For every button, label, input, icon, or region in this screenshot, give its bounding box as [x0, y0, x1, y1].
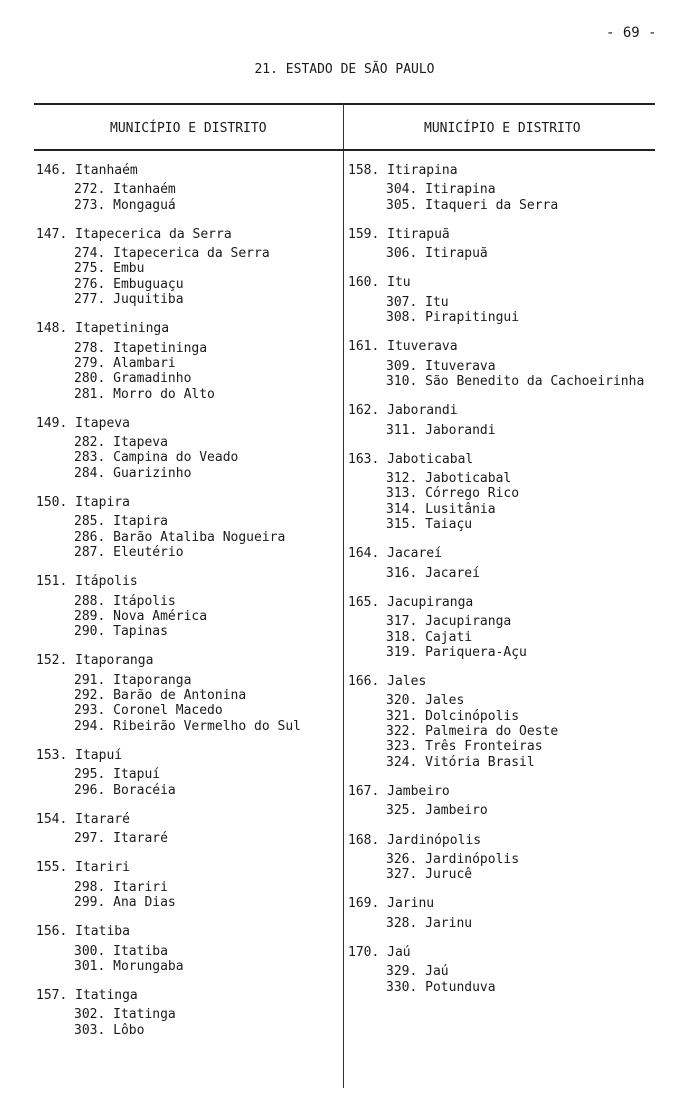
municipality-name: 169. Jarinu	[348, 896, 435, 912]
district-name: 318. Cajati	[386, 629, 473, 645]
district-name: 298. Itariri	[74, 879, 168, 895]
district-name: 283. Campina do Veado	[74, 450, 239, 466]
district-name: 324. Vitória Brasil	[386, 754, 535, 770]
district-list	[386, 246, 648, 261]
municipality-group	[348, 339, 648, 389]
district-name: 320. Jales	[386, 693, 465, 709]
district-name: 294. Ribeirão Vermelho do Sul	[74, 718, 301, 734]
district-name: 299. Ana Dias	[74, 894, 176, 910]
district-name: 310. São Benedito da Cachoeirinha	[386, 373, 645, 389]
municipality-group	[348, 896, 648, 931]
district-list	[386, 423, 648, 438]
district-name: 284. Guarizinho	[74, 465, 192, 481]
district-list	[74, 514, 336, 560]
district-name: 288. Itápolis	[74, 593, 176, 609]
district-list	[74, 435, 336, 481]
district-name: 304. Itirapina	[386, 182, 496, 198]
district-name: 307. Itu	[386, 294, 449, 310]
district-name: 319. Pariquera-Açu	[386, 644, 527, 660]
municipality-name: 159. Itirapuã	[348, 226, 450, 242]
column-divider	[343, 103, 344, 1088]
district-list	[74, 673, 336, 734]
district-name: 301. Morungaba	[74, 958, 184, 974]
district-name: 276. Embuguaçu	[74, 276, 184, 292]
municipality-group	[348, 452, 648, 532]
district-name: 275. Embu	[74, 261, 145, 277]
district-name: 292. Barão de Antonina	[74, 688, 247, 704]
district-name: 290. Tapinas	[74, 624, 168, 640]
district-name: 325. Jambeiro	[386, 803, 488, 819]
page-number: - 69 -	[606, 25, 657, 41]
district-name: 287. Eleutério	[74, 544, 184, 560]
district-list	[74, 246, 336, 307]
district-name: 289. Nova América	[74, 608, 208, 624]
district-list	[74, 341, 336, 402]
municipality-group	[36, 227, 336, 307]
district-name: 329. Jaú	[386, 964, 449, 980]
municipality-name: 160. Itu	[348, 275, 411, 291]
district-name: 330. Potunduva	[386, 979, 496, 995]
municipality-group	[36, 574, 336, 639]
district-name: 305. Itaqueri da Serra	[386, 197, 559, 213]
municipality-name: 148. Itapetininga	[36, 321, 170, 337]
district-name: 313. Córrego Rico	[386, 486, 520, 502]
district-list	[74, 767, 336, 798]
table-header-rule	[34, 149, 655, 151]
municipality-group	[348, 674, 648, 770]
municipality-group	[36, 812, 336, 847]
district-name: 317. Jacupiranga	[386, 614, 512, 630]
municipality-group	[348, 275, 648, 325]
district-list	[74, 831, 336, 846]
district-name: 328. Jarinu	[386, 915, 473, 931]
district-list	[386, 359, 648, 390]
district-name: 316. Jacareí	[386, 565, 480, 581]
district-name: 278. Itapetininga	[74, 340, 208, 356]
district-name: 286. Barão Ataliba Nogueira	[74, 529, 286, 545]
municipality-name: 164. Jacareí	[348, 546, 442, 562]
district-list	[386, 471, 648, 532]
district-name: 296. Boracéia	[74, 782, 176, 798]
district-name: 308. Pirapitingui	[386, 310, 520, 326]
page-title: 21. ESTADO DE SÃO PAULO	[254, 62, 435, 77]
right-column-header: MUNICÍPIO E DISTRITO	[424, 121, 581, 136]
municipality-name: 167. Jambeiro	[348, 783, 450, 799]
district-name: 327. Jurucê	[386, 867, 473, 883]
district-name: 297. Itararé	[74, 831, 168, 847]
municipality-name: 155. Itariri	[36, 860, 130, 876]
district-name: 302. Itatinga	[74, 1007, 176, 1023]
municipality-group	[36, 321, 336, 401]
district-name: 309. Ituverava	[386, 358, 496, 374]
district-name: 291. Itaporanga	[74, 672, 192, 688]
left-column	[36, 163, 336, 1052]
municipality-name: 146. Itanhaém	[36, 163, 138, 178]
district-name: 312. Jaboticabal	[386, 471, 512, 487]
municipality-group	[348, 546, 648, 581]
district-name: 303. Lôbo	[74, 1022, 145, 1038]
municipality-name: 151. Itápolis	[36, 574, 138, 590]
district-name: 315. Taiaçu	[386, 517, 473, 533]
district-name: 322. Palmeira do Oeste	[386, 724, 559, 740]
district-name: 306. Itirapuã	[386, 246, 488, 262]
district-name: 274. Itapecerica da Serra	[74, 246, 270, 262]
district-name: 311. Jaborandi	[386, 422, 496, 438]
district-list	[386, 182, 648, 213]
district-name: 295. Itapuí	[74, 767, 161, 783]
municipality-name: 166. Jales	[348, 674, 427, 690]
district-name: 281. Morro do Alto	[74, 386, 215, 402]
district-list	[386, 614, 648, 660]
district-list	[386, 566, 648, 581]
district-name: 285. Itapira	[74, 514, 168, 530]
district-list	[74, 182, 336, 213]
district-name: 314. Lusitânia	[386, 501, 496, 517]
municipality-group	[348, 163, 648, 213]
district-list	[74, 594, 336, 640]
municipality-name: 158. Itirapina	[348, 163, 458, 178]
district-list	[386, 803, 648, 818]
municipality-group	[348, 227, 648, 262]
municipality-name: 149. Itapeva	[36, 415, 130, 431]
district-list	[386, 852, 648, 883]
district-list	[74, 880, 336, 911]
district-name: 293. Coronel Macedo	[74, 703, 223, 719]
municipality-name: 170. Jaú	[348, 944, 411, 960]
district-list	[386, 916, 648, 931]
municipality-name: 168. Jardinópolis	[348, 832, 482, 848]
municipality-group	[36, 924, 336, 974]
municipality-name: 156. Itatiba	[36, 924, 130, 940]
district-name: 323. Três Fronteiras	[386, 739, 543, 755]
municipality-name: 163. Jaboticabal	[348, 451, 474, 467]
municipality-group	[348, 833, 648, 883]
municipality-group	[36, 495, 336, 560]
district-name: 300. Itatiba	[74, 943, 168, 959]
district-name: 272. Itanhaém	[74, 182, 176, 198]
district-name: 277. Juquitiba	[74, 292, 184, 308]
municipality-name: 150. Itapira	[36, 495, 130, 511]
municipality-name: 153. Itapuí	[36, 747, 123, 763]
district-list	[74, 944, 336, 975]
municipality-name: 161. Ituverava	[348, 339, 458, 355]
district-name: 279. Alambari	[74, 355, 176, 371]
municipality-group	[348, 595, 648, 660]
right-column	[348, 163, 648, 1009]
district-list	[386, 693, 648, 769]
municipality-name: 147. Itapecerica da Serra	[36, 226, 232, 242]
municipality-group	[348, 945, 648, 995]
municipality-group	[36, 163, 336, 213]
municipality-group	[36, 988, 336, 1038]
municipality-group	[36, 416, 336, 481]
district-list	[386, 295, 648, 326]
municipality-name: 165. Jacupiranga	[348, 594, 474, 610]
district-name: 282. Itapeva	[74, 435, 168, 451]
municipality-name: 162. Jaborandi	[348, 403, 458, 419]
municipality-group	[36, 860, 336, 910]
left-column-header: MUNICÍPIO E DISTRITO	[110, 121, 267, 136]
district-name: 326. Jardinópolis	[386, 851, 520, 867]
municipality-name: 152. Itaporanga	[36, 653, 154, 669]
municipality-group	[348, 403, 648, 438]
district-name: 273. Mongaguá	[74, 197, 176, 213]
table-top-rule	[34, 103, 655, 105]
district-list	[74, 1007, 336, 1038]
district-list	[386, 964, 648, 995]
district-name: 280. Gramadinho	[74, 371, 192, 387]
municipality-group	[36, 653, 336, 733]
district-name: 321. Dolcinópolis	[386, 708, 520, 724]
municipality-name: 154. Itararé	[36, 811, 130, 827]
municipality-group	[36, 748, 336, 798]
municipality-name: 157. Itatinga	[36, 988, 138, 1004]
municipality-group	[348, 784, 648, 819]
